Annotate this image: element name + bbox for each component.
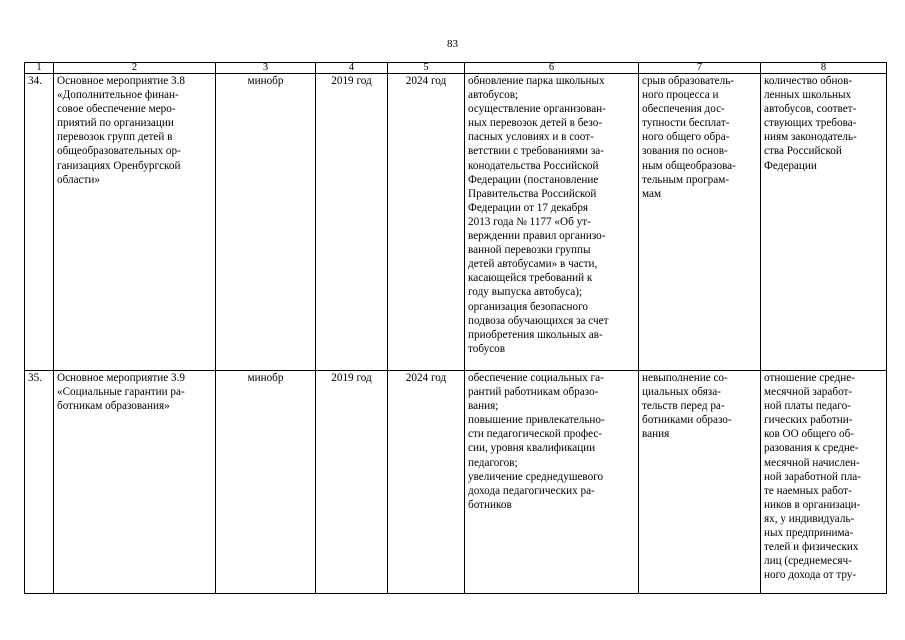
end-year: 2024 год [388,74,465,371]
table-row [25,74,887,371]
indicator: количество обнов- ленных школьных автобусов, соответ- ствующих требова- ниям законодатель- ства Российской Федерации [761,74,887,371]
header-cell: 3 [216,63,316,74]
measures-table [24,62,887,594]
end-year: 2024 год [388,371,465,594]
executor: минобр [216,74,316,371]
page-number: 83 [447,38,458,50]
header-cell: 8 [761,63,887,74]
expected-result: обеспечение социальных га- рантий работникам образо- вания; повышение привлекательно- сти педагогической профес- сии, уровня квалификации педагогов; увеличение среднедушевого дохода педагогических ра- ботников [465,371,639,594]
consequences: невыполнение со- циальных обяза- тельств перед ра- ботниками образо- вания [639,371,761,594]
executor: минобр [216,371,316,594]
indicator: отношение средне- месячной заработ- ной платы педаго- гических работни- ков ОО общего об- разования к средне- месячной начислен- ной заработной пла- те наемных работ- ников в организаци- ях, у индивидуаль- ных предпринима- телей и физических лиц (среднемесяч- ного дохода от тру- [761,371,887,594]
header-cell: 5 [388,63,465,74]
header-cell: 6 [465,63,639,74]
consequences: срыв образователь- ного процесса и обеспечения дос- тупности бесплат- ного общего обра- зования по основ- ным общеобразова- тельным програм- мам [639,74,761,371]
header-cell: 7 [639,63,761,74]
row-number: 35. [25,371,54,594]
table-header-row [25,63,887,74]
header-cell: 1 [25,63,54,74]
table-row [25,371,887,594]
header-cell: 2 [54,63,216,74]
expected-result: обновление парка школьных автобусов; осуществление организован- ных перевозок детей в безо- пасных условиях и в соот- ветствии с требованиями за- конодательства Российской Федерации (постановление Правительства Российской Федерации от 17 декабря 2013 года № 1177 «Об ут- верждении правил организо- ванной перевозки группы детей автобусами» в части, касающейся требований к году выпуска автобуса); организация безопасного подвоза обучающихся за счет приобретения школьных ав- тобусов [465,74,639,371]
start-year: 2019 год [316,371,388,594]
header-cell: 4 [316,63,388,74]
row-number: 34. [25,74,54,371]
start-year: 2019 год [316,74,388,371]
measure-name: Основное мероприятие 3.8 «Дополнительное финан- совое обеспечение меро- приятий по организации перевозок групп детей в общеобразовательных ор- ганизациях Оренбургской области» [54,74,216,371]
measure-name: Основное мероприятие 3.9 «Социальные гарантии ра- ботникам образования» [54,371,216,594]
